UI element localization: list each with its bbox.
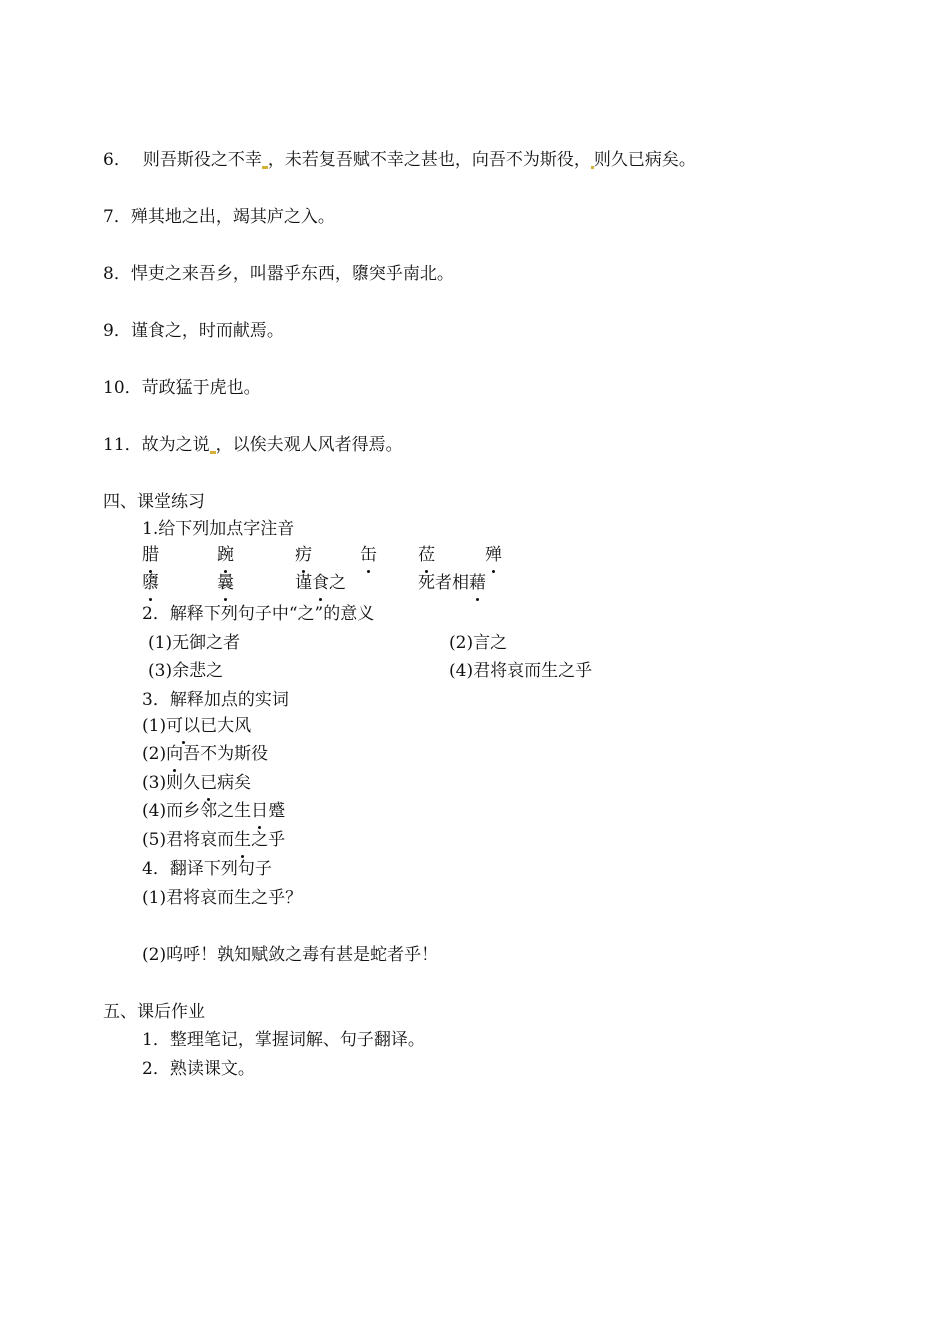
sentence-text: 殚其地之出，竭其庐之入。 (130, 207, 335, 227)
sentence-number: 11． (103, 435, 142, 455)
sentence-number: 9． (103, 321, 131, 341)
q3-item (142, 799, 285, 823)
q3-item (142, 714, 251, 738)
q4-label: 4．翻译下列句子 (142, 859, 272, 879)
plain-text: 之乎 (251, 830, 286, 850)
plain-text: 之 (329, 573, 346, 593)
dotted-char: 向 (166, 744, 184, 764)
plain-text: 吾不为斯役 (183, 744, 269, 764)
q2-label: 2．解释下列句子中“之”的意义 (142, 604, 375, 624)
dotted-char: 藉 (469, 573, 486, 593)
dotted-char: 踠 (217, 545, 234, 565)
sentence-number: 8． (103, 264, 131, 284)
dotted-char: 曩 (217, 573, 234, 593)
q3-item (142, 771, 251, 795)
plain-text: 已大风 (200, 716, 252, 736)
dotted-char: 可以 (166, 716, 201, 736)
sentence-11 (103, 433, 403, 457)
plain-text: (4)而乡邻之生 (142, 801, 252, 821)
sentence-text: 悍吏之来吾乡，叫嚣乎东西，隳突乎南北。 (130, 264, 454, 284)
sentence-6 (103, 148, 696, 172)
q2-item: (2)言之 (449, 633, 508, 653)
q4-item: (2)呜呼！孰知赋敛之毒有甚是蛇者乎！ (142, 945, 439, 965)
dotted-char: 殚 (485, 545, 502, 565)
dotted-char: 隳 (142, 573, 159, 593)
homework-item: 2．熟读课文。 (142, 1059, 255, 1079)
sentence-10 (103, 376, 261, 400)
sentence-8 (103, 262, 454, 286)
section5-heading: 五、课后作业 (103, 1002, 205, 1022)
sentence-text: ，以俟夫观人风者得焉。 (215, 435, 403, 455)
plain-text: (3)则久 (142, 773, 201, 793)
sentence-9 (103, 319, 284, 343)
q3-label: 3．解释加点的实词 (142, 690, 289, 710)
plain-text: 蹙 (268, 801, 286, 821)
sentence-text: ，未若复吾赋不幸之甚也，向吾不为斯役， (267, 150, 591, 170)
dotted-char: 缶 (360, 545, 377, 565)
dotted-char: 腊 (142, 545, 159, 565)
sentence-7 (103, 205, 335, 229)
sentence-text: 苛政猛于虎也。 (141, 378, 261, 398)
q2-item: (4)君将哀而生之乎 (449, 661, 593, 681)
q1-label: 1.给下列加点字注音 (142, 519, 295, 539)
dotted-char: 莅 (418, 545, 435, 565)
dotted-char: 食 (312, 573, 329, 593)
plain-text: 谨 (295, 573, 312, 593)
q4-item: (1)君将哀而生之乎？ (142, 888, 303, 908)
sentence-number: 10． (103, 378, 142, 398)
plain-text: (2) (142, 744, 167, 764)
sentence-number: 7． (103, 207, 131, 227)
sentence-text: 谨食之，时而献焉。 (130, 321, 284, 341)
sentence-text: 则久已病矣。 (593, 150, 696, 170)
dotted-char: 生 (234, 830, 252, 850)
section4-heading: 四、课堂练习 (103, 492, 205, 512)
plain-text: (1) (142, 716, 167, 736)
plain-text: 死者相 (418, 573, 469, 593)
dotted-char: 疠 (295, 545, 312, 565)
homework-item: 1．整理笔记，掌握词解、句子翻译。 (142, 1030, 425, 1050)
dotted-char: 已 (200, 773, 218, 793)
q3-item (142, 828, 285, 852)
plain-text: (5)君将哀而 (142, 830, 235, 850)
dotted-char: 日 (251, 801, 269, 821)
plain-text: 病矣 (217, 773, 252, 793)
sentence-number: 6． (103, 150, 131, 170)
sentence-text: 故为之说 (141, 435, 210, 455)
sentence-text: 则吾斯役之不幸 (142, 150, 262, 170)
q2-item: (1)无御之者 (148, 633, 241, 653)
q2-item: (3)余悲之 (148, 661, 224, 681)
q3-item (142, 742, 268, 766)
